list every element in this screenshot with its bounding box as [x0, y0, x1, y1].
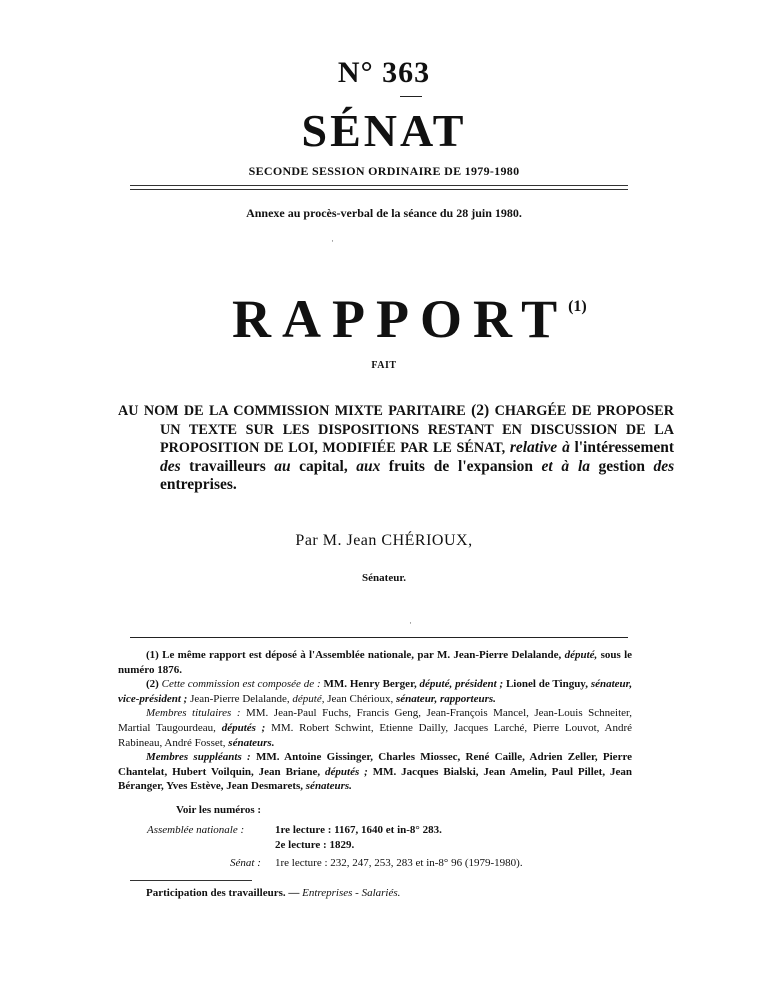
author-line: Par M. Jean CHÉRIOUX, [295, 532, 473, 549]
index-rule [130, 880, 252, 881]
footnote-rule [130, 637, 628, 638]
senat-label: Sénat : [230, 857, 261, 869]
see-numbers-label: Voir les numéros : [176, 804, 262, 816]
number-underline [400, 96, 422, 97]
session-line: SECONDE SESSION ORDINAIRE DE 1979-1980 [248, 164, 520, 178]
annexe-line: Annexe au procès-verbal de la séance du 28 juin 1980. [246, 206, 522, 220]
decorative-dot-2: · [409, 618, 412, 628]
substitute-members: Membres suppléants : MM. Antoine Gissinger, Charles Miossec, René Caille, Adrien Zeller, Pierre Chantelat, Hubert Voilquin, Jean Briane, députés ; MM. Jacques Bialski, Jean Amelin, Paul Pillet, Jean Béranger, Yves Estève, Jean Desmarets, sénateurs. [118, 751, 633, 793]
chamber-title: SÉNAT [301, 105, 467, 156]
header-rule-top [130, 185, 628, 186]
titular-members: Membres titulaires : MM. Jean-Paul Fuchs, Francis Geng, Jean-François Mancel, Jean-Louis Schneiter, Martial Taugourdeau, députés ; MM. Robert Schwint, Etienne Dailly, Jacques Larché, Pierre Louvot, André Rabineau, André Fosset, sénateurs. [118, 707, 633, 749]
report-note-ref: (1) [568, 298, 587, 315]
index-line: Participation des travailleurs. — Entreprises - Salariés. [146, 887, 401, 899]
an-second-reading: 2e lecture : 1829. [275, 839, 355, 851]
fait-label: FAIT [371, 360, 397, 371]
footnote-2: (2) Cette commission est composée de : MM. Henry Berger, député, président ; Lionel de Tinguy, sénateur, vice-président ; Jean-Pierre Delalande, député, Jean Chérioux, sénateur, rapporteurs. [118, 678, 633, 705]
decorative-dot: · [331, 236, 334, 246]
footnotes [118, 648, 632, 794]
commission-title: AU NOM DE LA COMMISSION MIXTE PARITAIRE (2) CHARGÉE DE PROPOSER UN TEXTE SUR LES DISPOSITIONS RESTANT EN DISCUSSION DE LA PROPOSITION DE LOI, MODIFIÉE PAR LE SÉNAT, relative à l'intéressement des travailleurs au capital, aux fruits de l'expansion et à la gestion des entreprises. [118, 402, 675, 494]
report-title: RAPPORT$^{(1)}$ [232, 289, 587, 349]
author-role: Sénateur. [362, 572, 406, 584]
an-label: Assemblée nationale : [147, 824, 245, 836]
footnote-1: (1) Le même rapport est déposé à l'Assemblée nationale, par M. Jean-Pierre Delalande, député, sous le numéro 1876. [118, 649, 633, 676]
document-number: N° 363 [337, 56, 431, 89]
header-rule-bottom [130, 189, 628, 190]
an-first-reading: 1re lecture : 1167, 1640 et in-8° 283. [275, 824, 442, 836]
senat-first-reading: 1re lecture : 232, 247, 253, 283 et in-8° 96 (1979-1980). [275, 857, 523, 869]
